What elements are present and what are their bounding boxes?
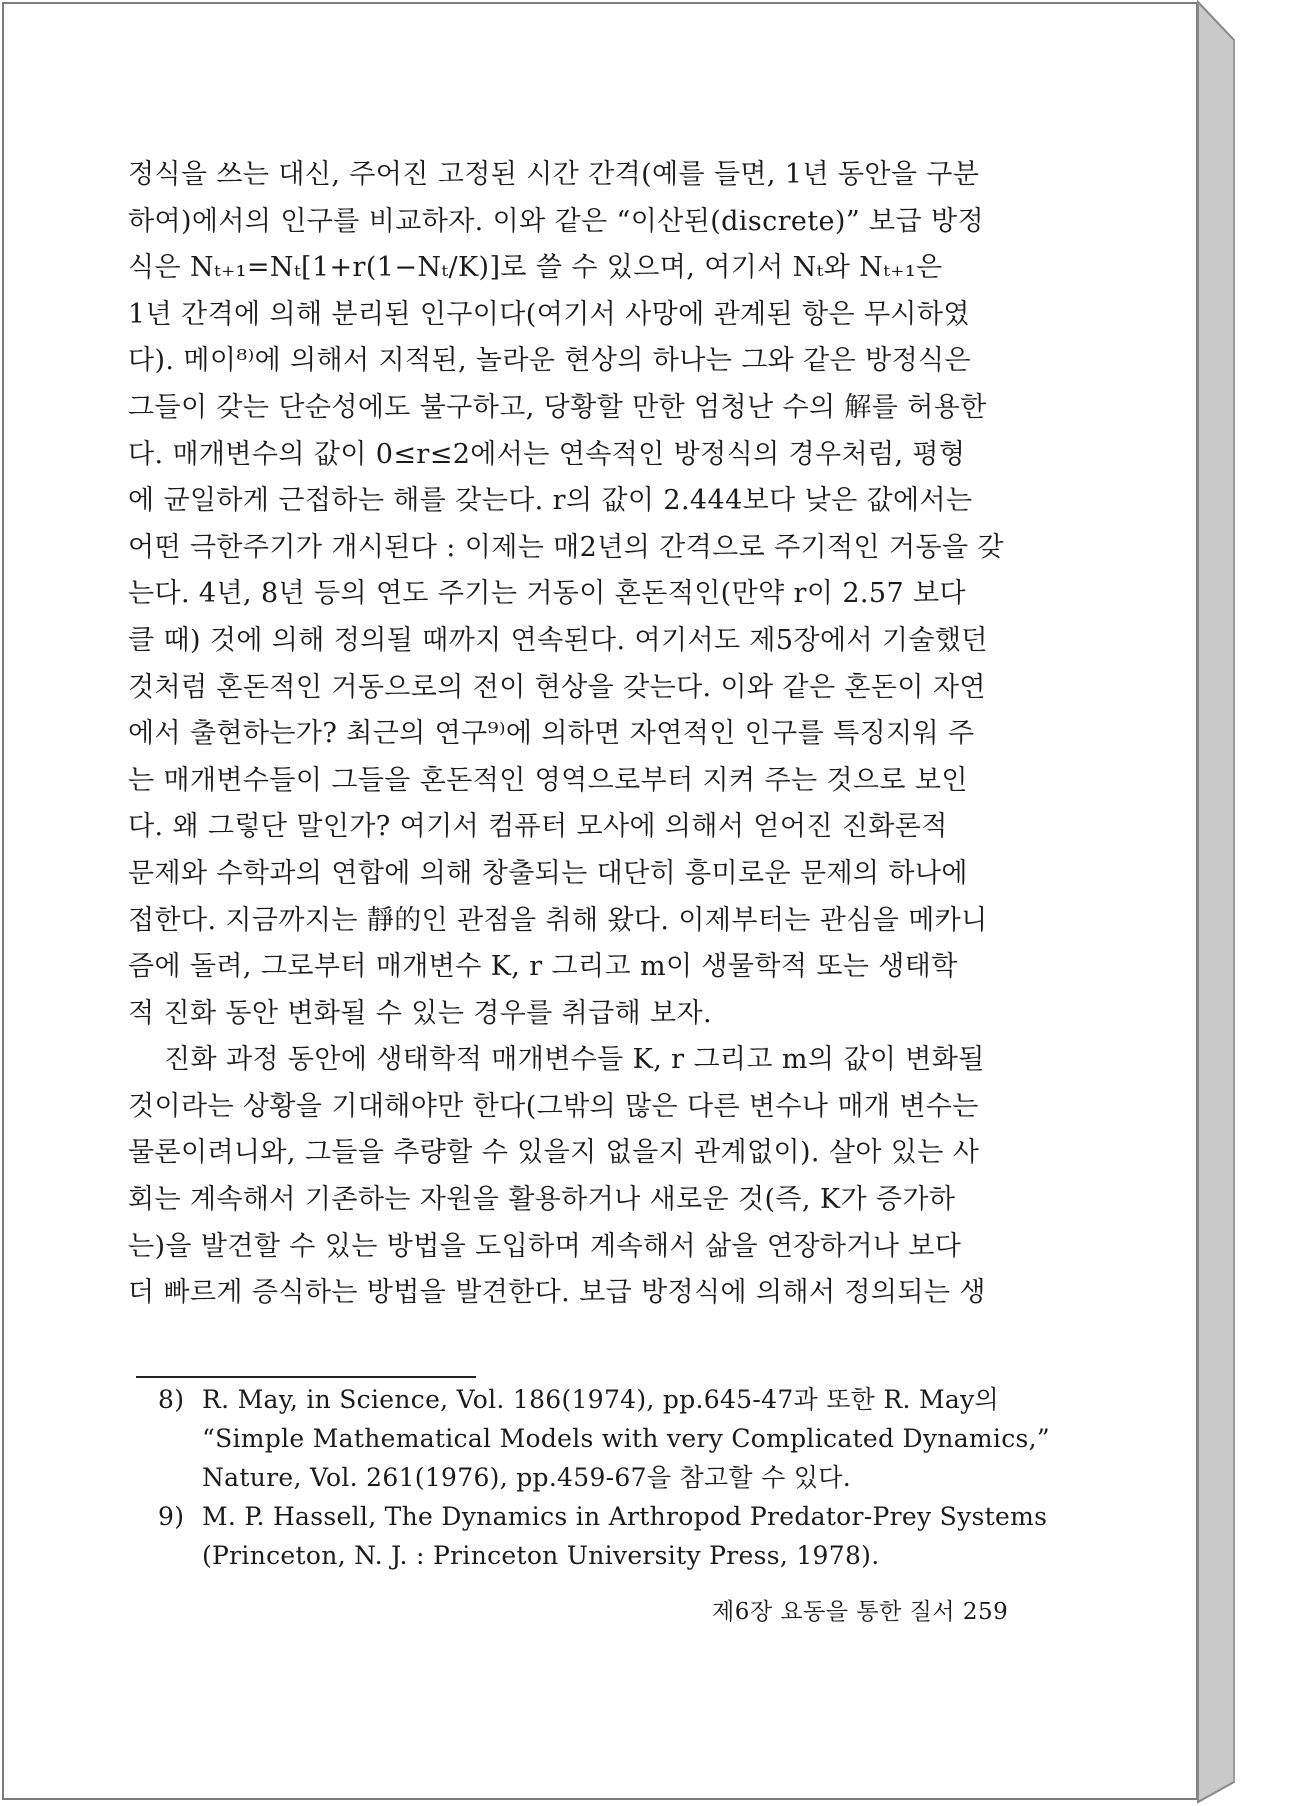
footnote-text: (Princeton, N. J. : Princeton University Press, 1978).	[202, 1541, 880, 1570]
body-line: 다. 매개변수의 값이 0≤r≤2에서는 연속적인 방정식의 경우처럼, 평형	[128, 438, 966, 470]
body-line: 것처럼 혼돈적인 거동으로의 전이 현상을 갖는다. 이와 같은 혼돈이 자연	[128, 671, 986, 703]
paragraph-start-line: 진화 과정 동안에 생태학적 매개변수들 K, r 그리고 m의 값이 변화될	[164, 1044, 985, 1076]
footnote-number: 8)	[158, 1385, 185, 1414]
body-line: 그들이 갖는 단순성에도 불구하고, 당황할 만한 엄청난 수의 解를 허용한	[128, 391, 987, 423]
body-line: 접한다. 지금까지는 靜的인 관점을 취해 왔다. 이제부터는 관심을 메카니	[128, 904, 988, 936]
body-line: 1년 간격에 의해 분리된 인구이다(여기서 사망에 관계된 항은 무시하였	[128, 298, 970, 330]
footnote-text: Nature, Vol. 261(1976), pp.459-67을 참고할 수 있다.	[202, 1463, 851, 1492]
body-line: 식은 Nₜ₊₁=Nₜ[1+r(1−Nₜ/K)]로 쓸 수 있으며, 여기서 Nₜ와 Nₜ₊₁은	[128, 252, 943, 284]
footnote-text: “Simple Mathematical Models with very Complicated Dynamics,”	[202, 1424, 1050, 1453]
body-line: 물론이려니와, 그들을 추량할 수 있을지 없을지 관계없이). 살아 있는 사	[128, 1137, 980, 1169]
footnotes	[158, 1380, 1068, 1575]
book-page-edge	[1198, 2, 1246, 1804]
body-text	[128, 152, 1062, 1317]
body-line: 회는 계속해서 기존하는 자원을 활용하거나 새로운 것(즉, K가 증가하	[128, 1184, 956, 1216]
body-line: 는다. 4년, 8년 등의 연도 주기는 거동이 혼돈적인(만약 r이 2.57 보다	[128, 578, 966, 610]
body-line: 다. 왜 그렇단 말인가? 여기서 컴퓨터 모사에 의해서 얻어진 진화론적	[128, 811, 948, 843]
body-line: 다). 메이⁸⁾에 의해서 지적된, 놀라운 현상의 하나는 그와 같은 방정식은	[128, 345, 972, 377]
footnote-number: 9)	[158, 1502, 185, 1531]
body-line: 는)을 발견할 수 있는 방법을 도입하며 계속해서 삶을 연장하거나 보다	[128, 1230, 962, 1262]
body-line: 것이라는 상황을 기대해야만 한다(그밖의 많은 다른 변수나 매개 변수는	[128, 1090, 979, 1122]
body-line: 는 매개변수들이 그들을 혼돈적인 영역으로부터 지켜 주는 것으로 보인	[128, 764, 968, 796]
body-line: 에 균일하게 근접하는 해를 갖는다. r의 값이 2.444보다 낮은 값에서는	[128, 485, 973, 517]
body-line: 적 진화 동안 변화될 수 있는 경우를 취급해 보자.	[128, 997, 712, 1029]
footnote-8	[158, 1380, 1068, 1419]
body-line: 더 빠르게 증식하는 방법을 발견한다. 보급 방정식에 의해서 정의되는 생	[128, 1277, 986, 1309]
footnote-text: M. P. Hassell, The Dynamics in Arthropod Predator-Prey Systems	[202, 1502, 1048, 1531]
body-line: 클 때) 것에 의해 정의될 때까지 연속된다. 여기서도 제5장에서 기술했던	[128, 624, 988, 656]
footnote-divider	[136, 1376, 476, 1378]
body-line: 에서 출현하는가? 최근의 연구⁹⁾에 의하면 자연적인 인구를 특징지워 주	[128, 718, 975, 750]
footnote-text: R. May, in Science, Vol. 186(1974), pp.645-47과 또한 R. May의	[202, 1385, 999, 1414]
footnote-9	[158, 1497, 1068, 1536]
body-line: 문제와 수학과의 연합에 의해 창출되는 대단히 흥미로운 문제의 하나에	[128, 857, 968, 889]
running-footer: 제6장 요동을 통한 질서 259	[712, 1599, 1009, 1625]
body-line: 즘에 돌려, 그로부터 매개변수 K, r 그리고 m이 생물학적 또는 생태학	[128, 951, 958, 983]
body-line: 어떤 극한주기가 개시된다 : 이제는 매2년의 간격으로 주기적인 거동을 갖	[128, 531, 1004, 563]
body-line: 정식을 쓰는 대신, 주어진 고정된 시간 간격(예를 들면, 1년 동안을 구분	[128, 159, 980, 190]
body-line: 하여)에서의 인구를 비교하자. 이와 같은 “이산된(discrete)” 보급 방정	[128, 205, 984, 237]
